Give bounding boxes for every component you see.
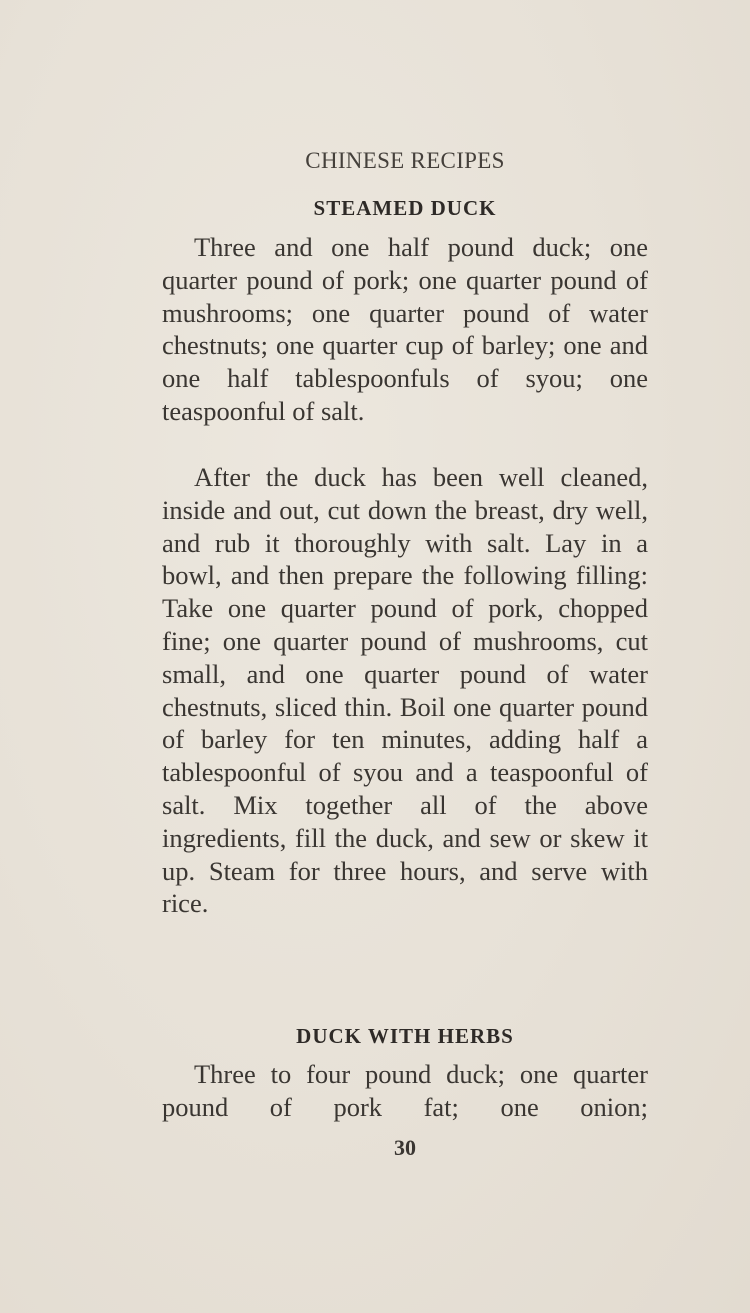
- book-page: [162, 0, 648, 1313]
- running-head: CHINESE RECIPES: [305, 148, 505, 173]
- page-number: 30: [394, 1135, 416, 1160]
- recipe-title-steamed-duck: STEAMED DUCK: [313, 196, 497, 220]
- ingredients-paragraph: Three and one half pound duck; one quarter pound of pork; one quarter pound of mushrooms; one quarter pound of water chestnuts; one quarter cup of barley; one and one half tablespoonfuls of syou; one teaspoonful of salt.: [162, 232, 648, 426]
- recipe-title-duck-with-herbs: DUCK WITH HERBS: [296, 1024, 514, 1048]
- instructions-paragraph: After the duck has been well cleaned, inside and out, cut down the breast, dry well, and rub it thoroughly with salt. Lay in a bowl, and then prepare the following filling: Take one quarter pound of pork, chopped fine; one quarter pound of mushrooms, cut small, and one quarter pound of water chestnuts, sliced thin. Boil one quarter pound of barley for ten minutes, adding half a tablespoonful of syou and a teaspoonful of salt. Mix together all of the above ingredients, fill the duck, and sew or skew it up. Steam for three hours, and serve with rice.: [162, 462, 648, 919]
- ingredients-paragraph-herbs: Three to four pound duck; one quarter pound of pork fat; one onion;: [162, 1059, 648, 1122]
